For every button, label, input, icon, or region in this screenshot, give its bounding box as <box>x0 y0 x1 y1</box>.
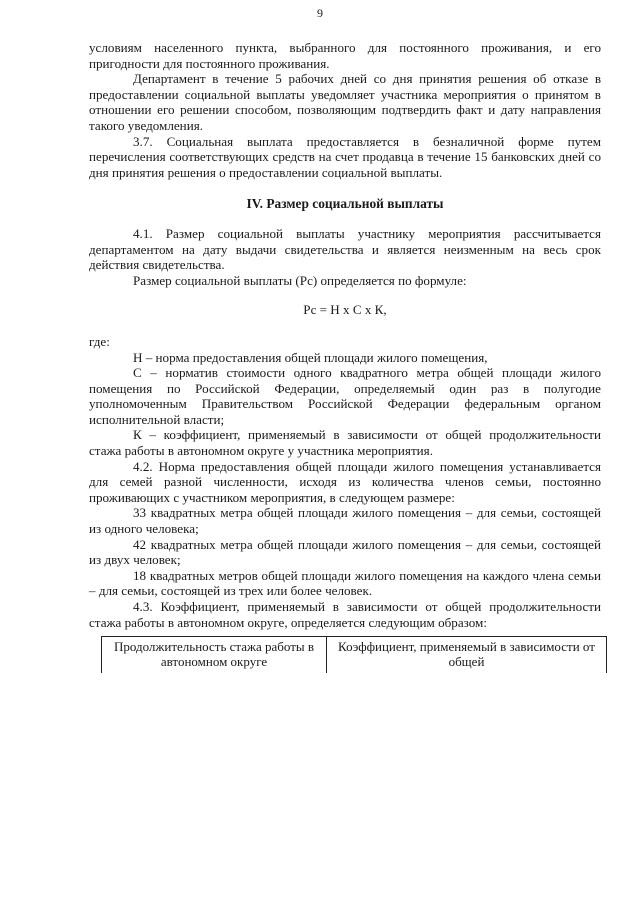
formula: Рс = Н х С х К, <box>303 302 387 318</box>
paragraph-continuation: условиям населенного пункта, выбранного для постоянного проживания, и его пригодности для постоянного проживания. <box>89 40 601 71</box>
norm-one-person: 33 квадратных метра общей площади жилого помещения – для семьи, состоящей из одного человека; <box>89 505 601 537</box>
paragraph-3-7: 3.7. Социальная выплата предоставляется в безналичной форме путем перечисления соответствующих средств на счет продавца в течение 15 банковских дней со дня принятия решения о предоставлении социальной выплаты. <box>89 133 601 180</box>
definition-c: С – норматив стоимости одного квадратного метра общей площади жилого помещения по Российской Федерации, определяемый один раз в полугодие уполномоченным Правительством Российской Федерации федеральным органом исполнительной власти; <box>89 365 601 427</box>
paragraph-4-2: 4.2. Норма предоставления общей площади жилого помещения устанавливается для семей разной численности, исходя из количества членов семьи, постоянно проживающих с участником мероприятия, в следующем размере: <box>89 458 601 505</box>
paragraph-4-3: 4.3. Коэффициент, применяемый в зависимости от общей продолжительности стажа работы в автономном округе, определяется следующим образом: <box>89 599 601 630</box>
paragraph-formula-intro: Размер социальной выплаты (Рс) определяется по формуле: <box>133 272 467 288</box>
paragraph-4-1: 4.1. Размер социальной выплаты участнику мероприятия рассчитывается департаментом на дату выдачи свидетельства и является неизменным на весь срок действия свидетельства. <box>89 225 601 273</box>
paragraph-refusal-notice: Департамент в течение 5 рабочих дней со дня принятия решения об отказе в предоставлении социальной выплаты уведомляет участника мероприятия о принятом в отношении его решении способом, позволяющим подтвердить факт и дату направления такого уведомления. <box>89 71 601 133</box>
definition-k: К – коэффициент, применяемый в зависимости от общей продолжительности стажа работы в автономном округе у участника мероприятия. <box>89 427 601 459</box>
table-header-coefficient: Коэффициент, применяемый в зависимости от общей <box>327 637 607 674</box>
table-header-row <box>102 637 607 674</box>
table-header-experience: Продолжительность стажа работы в автономном округе <box>102 637 327 674</box>
coefficient-table-wrapper <box>101 636 607 673</box>
norm-two-persons: 42 квадратных метра общей площади жилого помещения – для семьи, состоящей из двух человек; <box>89 536 601 568</box>
document-body <box>89 40 601 673</box>
page-number: 9 <box>317 6 323 20</box>
where-label: где: <box>89 333 110 349</box>
definition-n: Н – норма предоставления общей площади жилого помещения, <box>133 349 488 365</box>
section-heading: IV. Размер социальной выплаты <box>246 196 444 212</box>
norm-three-plus: 18 квадратных метров общей площади жилого помещения на каждого члена семьи – для семьи, состоящей из трех или более человек. <box>89 567 601 599</box>
coefficient-table <box>101 636 607 673</box>
